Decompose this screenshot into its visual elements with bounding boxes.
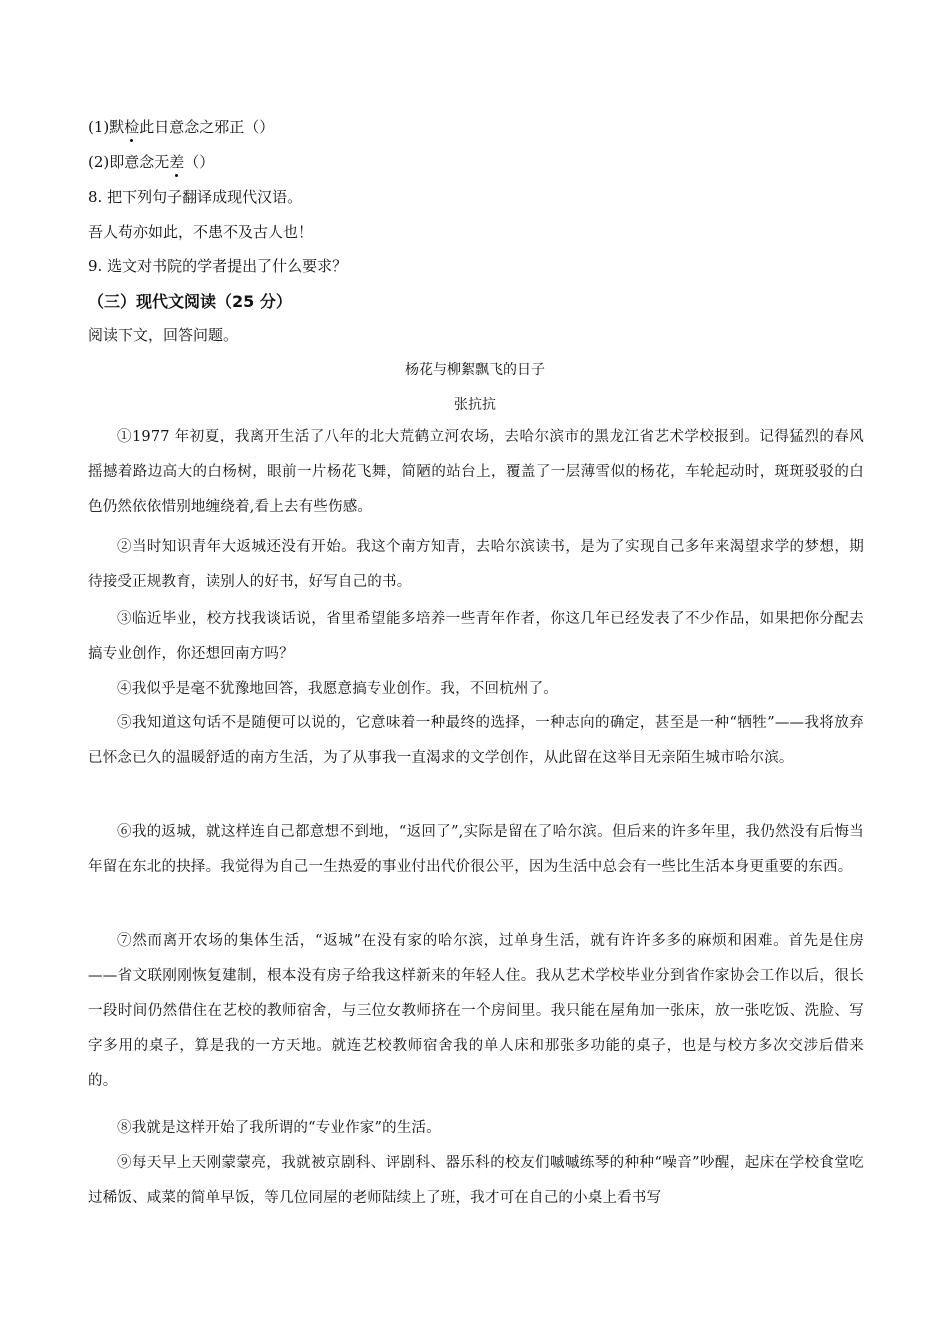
emphasis-char: 差 bbox=[169, 153, 185, 171]
section-title: （三）现代文阅读（25 分） bbox=[88, 292, 292, 311]
article-paragraph-4: ④我似乎是毫不犹豫地回答，我愿意搞专业创作。我，不回杭州了。 bbox=[117, 681, 558, 697]
question-8-sentence: 吾人苟亦如此，不患不及古人也！ bbox=[88, 223, 314, 241]
article-paragraph-1: ①1977 年初夏，我离开生活了八年的北大荒鹤立河农场，去哈尔滨市的黑龙江省艺术学校报到。记得猛烈的春风摇撼着路边高大的白杨树，眼前一片杨花飞舞，简陋的站台上，覆盖了一层薄雪似的杨花，车轮起动时，斑斑驳驳的白色仍然依依惜别地缠绕着,看上去有些伤感。 bbox=[88, 429, 864, 515]
article-paragraph-7: ⑦然而离开农场的集体生活，“返城”在没有家的哈尔滨，过单身生活，就有许许多多的麻烦和困难。首先是住房——省文联刚刚恢复建制，根本没有房子给我这样新来的年轻人住。我从艺术学校毕业分到省作家协会工作以后，很长一段时间仍然借住在艺校的教师宿舍，与三位女教师挤在一个房间里。我只能在屋角加一张床，放一张吃饭、洗脸、写字多用的桌子，算是我的一方天地。就连艺校教师宿舍我的单人床和那张多功能的桌子，也是与校方多次交涉后借来的。 bbox=[88, 933, 864, 1089]
article-paragraph-6: ⑥我的返城，就这样连自己都意想不到地，“返回了”,实际是留在了哈尔滨。但后来的许多年里，我仍然没有后悔当年留在东北的抉择。我觉得为自己一生热爱的事业付出代价很公平，因为生活中总会有一些比生活本身更重要的东西。 bbox=[88, 824, 864, 875]
section-instruction: 阅读下文，回答问题。 bbox=[88, 326, 239, 344]
article-title: 杨花与柳絮飘飞的日子 bbox=[405, 362, 545, 378]
article-paragraph-8: ⑧我就是这样开始了我所谓的“专业作家”的生活。 bbox=[117, 1120, 441, 1136]
emphasis-char: 检 bbox=[124, 118, 140, 136]
article-paragraph-9: ⑨每天早上天刚蒙蒙亮，我就被京剧科、评剧科、器乐科的校友们嘁嘁练琴的种种“噪音”吵醒，起床在学校食堂吃过稀饭、咸菜的简单早饭，等几位同屋的老师陆续上了班，我才可在自己的小桌上看书写 bbox=[88, 1155, 864, 1206]
question-7-item-1: (1)默检此日意念之邪正（） bbox=[88, 118, 275, 136]
question-9-prompt: 9. 选文对书院的学者提出了什么要求？ bbox=[88, 257, 348, 275]
article-paragraph-5: ⑤我知道这句话不是随便可以说的，它意味着一种最终的选择，一种志向的确定，甚至是一种“牺牲”——我将放弃已怀念已久的温暖舒适的南方生活，为了从事我一直渴求的文学创作，从此留在这举目无亲陌生城市哈尔滨。 bbox=[88, 715, 864, 766]
article-paragraph-3: ③临近毕业，校方找我谈话说，省里希望能多培养一些青年作者，你这几年已经发表了不少作品，如果把你分配去搞专业创作，你还想回南方吗？ bbox=[88, 611, 864, 662]
question-7-item-2: (2)即意念无差（） bbox=[88, 153, 215, 171]
article-author: 张抗抗 bbox=[454, 397, 496, 413]
question-8-prompt: 8. 把下列句子翻译成现代汉语。 bbox=[88, 188, 303, 206]
article-paragraph-2: ②当时知识青年大返城还没有开始。我这个南方知青，去哈尔滨读书，是为了实现自己多年来渴望求学的梦想，期待接受正规教育，读别人的好书，好写自己的书。 bbox=[88, 539, 864, 590]
